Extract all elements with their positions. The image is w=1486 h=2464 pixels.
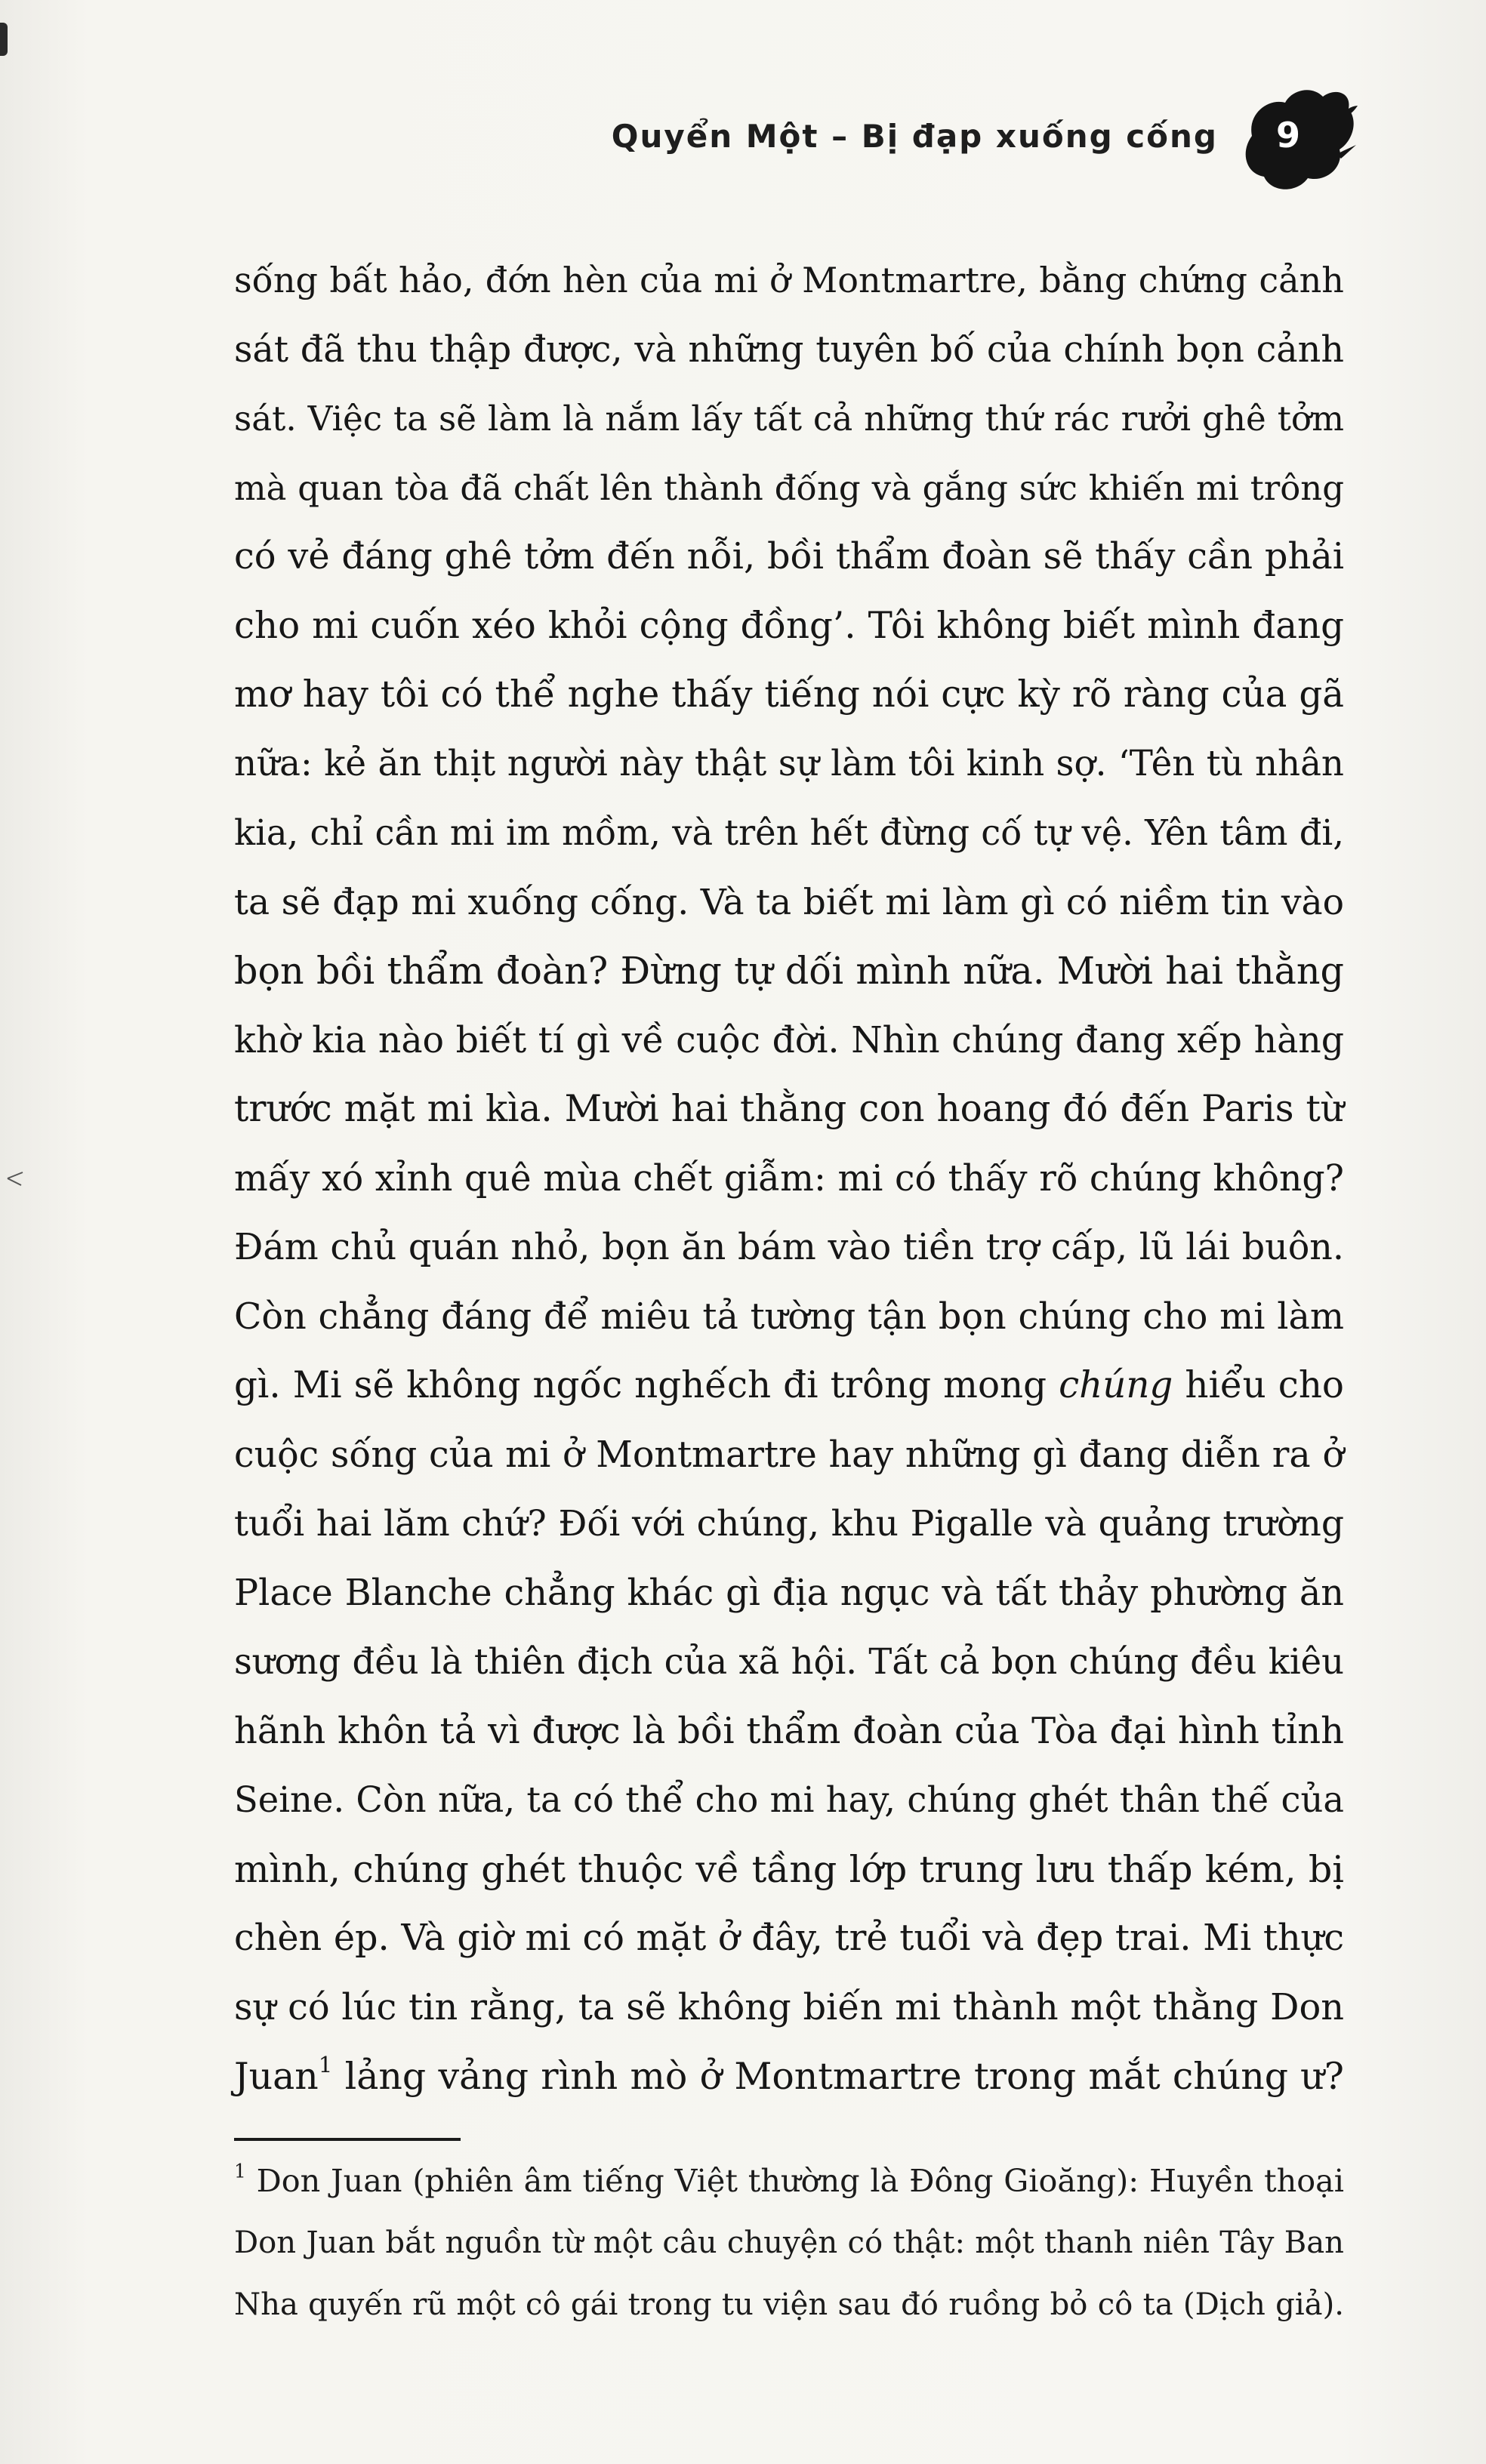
footnote-marker: 1 [234,2160,246,2182]
text-line: Còn chẳng đáng để miêu tả tường tận bọn chúng cho mi làm [234,1295,1344,1338]
scan-edge-tick-icon [6,1169,26,1188]
text-line: mình, chúng ghét thuộc về tầng lớp trung lưu thấp kém, bị [234,1846,1344,1891]
text-line-with-italic [234,1351,1344,1421]
text-line: bọn bồi thẩm đoàn? Đừng tự dối mình nữa. Mười hai thằng [234,949,1344,993]
text-segment: Don Juan (phiên âm tiếng Việt thường là Đông Gioăng): Huyền thoại [256,2163,1344,2199]
text-line: sống bất hảo, đớn hèn của mi ở Montmartre, bằng chứng cảnh [234,260,1344,300]
text-line: ta sẽ đạp mi xuống cống. Và ta biết mi làm gì có niềm tin vào [234,881,1344,923]
page-header [0,83,1486,204]
body-text [234,246,1344,2111]
text-line: sự có lúc tin rằng, ta sẽ không biến mi thành một thằng Don [234,1986,1344,2028]
text-line: tuổi hai lăm chứ? Đối với chúng, khu Pigalle và quảng trường [234,1503,1344,1545]
text-line: Đám chủ quán nhỏ, bọn ăn bám vào tiền trợ cấp, lũ lái buôn. [234,1227,1344,1268]
text-line: chèn ép. Và giờ mi có mặt ở đây, trẻ tuổi và đẹp trai. Mi thực [234,1917,1344,1959]
text-line: Seine. Còn nữa, ta có thể cho mi hay, chúng ghét thân thế của [234,1779,1344,1820]
text-line: khờ kia nào biết tí gì về cuộc đời. Nhìn chúng đang xếp hàng [234,1019,1344,1061]
running-head: Quyển Một – Bị đạp xuống cống [611,118,1218,155]
footnote-rule [234,2138,461,2141]
footnote [234,2150,1344,2336]
text-segment: lảng vảng rình mò ở Montmartre trong mắt chúng ư? [344,2055,1344,2098]
text-line: kia, chỉ cần mi im mồm, và trên hết đừng cố tự vệ. Yên tâm đi, [234,812,1344,853]
text-line: sát đã thu thập được, và những tuyên bố của chính bọn cảnh [234,328,1344,371]
text-line-with-footnote-ref [234,2042,1344,2111]
text-segment: gì. Mi sẽ không ngốc nghếch đi trông mong [234,1364,1047,1406]
text-line: cho mi cuốn xéo khỏi cộng đồng’. Tôi không biết mình đang [234,604,1344,647]
footnote-reference: 1 [318,2052,333,2078]
text-line: trước mặt mi kìa. Mười hai thằng con hoang đó đến Paris từ [234,1088,1344,1130]
footnote-line: Nha quyến rũ một cô gái trong tu viện sau đó ruồng bỏ cô ta (Dịch giả). [234,2287,1344,2322]
footnote-line [234,2150,1344,2212]
text-line: có vẻ đáng ghê tởm đến nỗi, bồi thẩm đoàn sẽ thấy cần phải [234,536,1344,578]
text-line: mấy xó xỉnh quê mùa chết giẫm: mi có thấy rõ chúng không? [234,1157,1344,1200]
text-line: sát. Việc ta sẽ làm là nắm lấy tất cả những thứ rác rưởi ghê tởm [234,399,1344,439]
text-line: mơ hay tôi có thể nghe thấy tiếng nói cực kỳ rõ ràng của gã [234,673,1344,716]
text-line: hãnh khôn tả vì được là bồi thẩm đoàn của Tòa đại hình tỉnh [234,1710,1344,1752]
text-segment: Juan [234,2055,319,2098]
text-line: nữa: kẻ ăn thịt người này thật sự làm tôi kinh sợ. ‘Tên tù nhân [234,743,1344,784]
text-line: cuộc sống của mi ở Montmartre hay những gì đang diễn ra ở [234,1434,1344,1476]
text-line: Place Blanche chẳng khác gì địa ngục và tất thảy phường ăn [234,1572,1344,1614]
text-segment: hiểu cho [1185,1364,1344,1406]
text-line: mà quan tòa đã chất lên thành đống và gắng sức khiến mi trông [234,467,1344,508]
footnote-line: Don Juan bắt nguồn từ một câu chuyện có thật: một thanh niên Tây Ban [234,2225,1344,2260]
page-number: 9 [1276,115,1301,156]
scan-edge-mark [0,23,8,56]
text-line: sương đều là thiên địch của xã hội. Tất cả bọn chúng đều kiêu [234,1641,1344,1682]
italic-word: chúng [1059,1364,1173,1406]
